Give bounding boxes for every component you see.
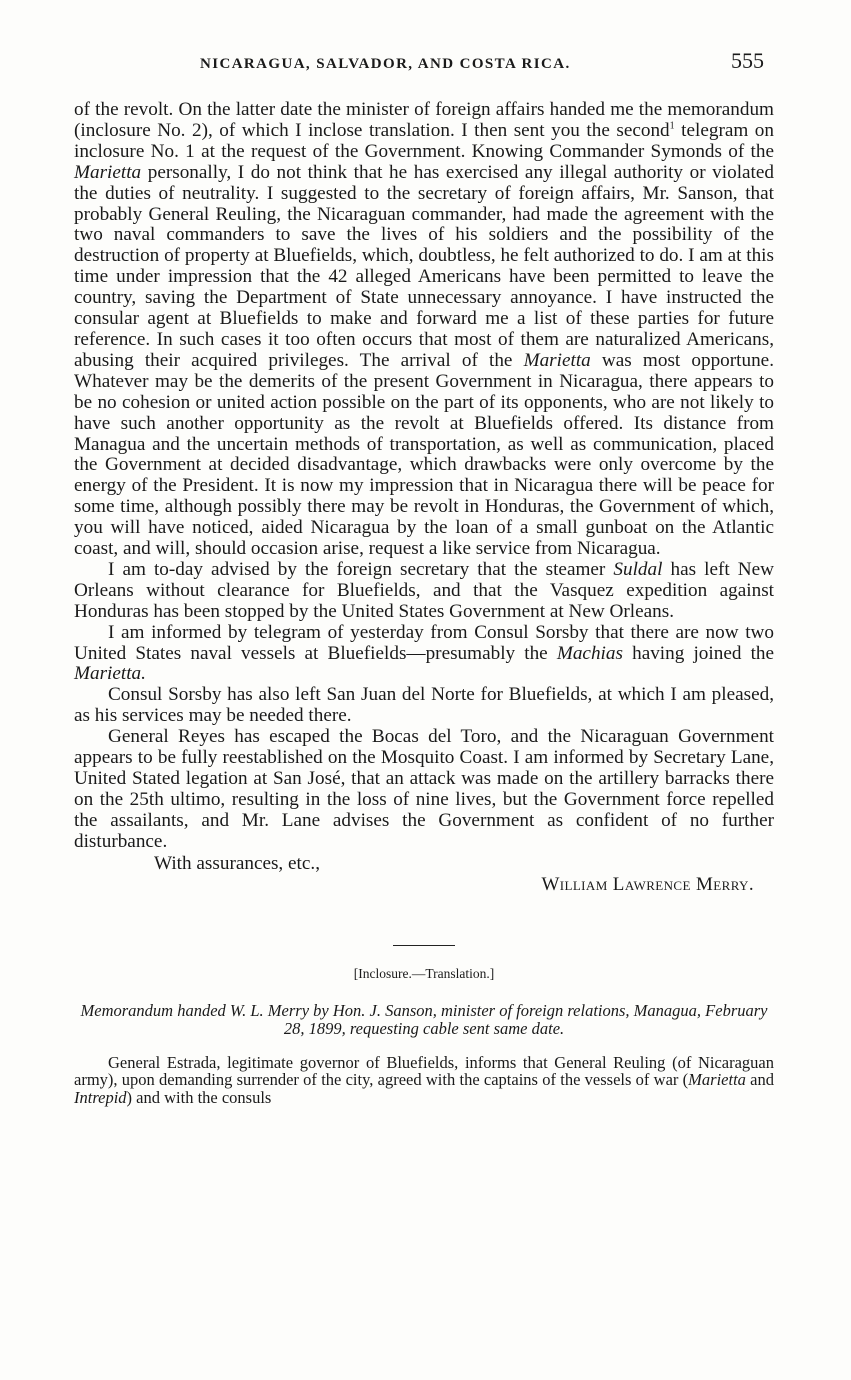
letter-body: [74, 100, 774, 853]
section-divider: [393, 945, 455, 946]
inclosure-label: [Inclosure.—Translation.]: [353, 965, 495, 981]
ship-name: Machias: [556, 642, 623, 664]
memorandum-heading: Memorandum handed W. L. Merry by Hon. J. Sanson, minister of foreign relations, Managua, February 28, 1899, requesting cable sent same date.: [80, 1000, 768, 1038]
ship-name: Marietta: [523, 349, 591, 371]
paragraph-5: General Reyes has escaped the Bocas del Toro, and the Nicaraguan Government appears to be fully reestablished on the Mosquito Coast. I am informed by Secretary Lane, United Stated legation at San José, that an attack was made on the artillery barracks there on the 25th ultimo, resulting in the loss of nine lives, but the Government force repelled the assailants, and Mr. Lane advises the Government as confident of no further disturbance.: [74, 726, 774, 852]
ship-name: Marietta: [688, 1070, 746, 1090]
ship-name: Marietta: [74, 161, 142, 183]
paragraph-2: I am to-day advised by the foreign secretary that the steamer Suldal has left New Orleans without clearance for Bluefields, and that the Vasquez expedition against Honduras has been stopped by the United States Government at New Orleans.: [74, 558, 775, 622]
memorandum-paragraph: General Estrada, legitimate governor of Bluefields, informs that General Reuling (of Nicaraguan army), upon demanding surrender of the city, agreed with the captains of the vessels of war (Marietta and Intrepid) and with the consuls: [74, 1052, 774, 1107]
ship-name: Marietta.: [74, 663, 146, 685]
page-header: [74, 48, 774, 100]
paragraph-3: I am informed by telegram of yesterday from Consul Sorsby that there are now two United States naval vessels at Bluefields—presumably the Machias having joined the Marietta.: [74, 621, 775, 685]
document-page: [74, 48, 774, 1106]
footnote-marker: 1: [669, 120, 675, 132]
closing-salutation: With assurances, etc.,: [154, 852, 320, 874]
ship-name: Intrepid: [74, 1087, 127, 1107]
signature: William Lawrence Merry.: [541, 873, 754, 895]
paragraph-1: of the revolt. On the latter date the minister of foreign affairs handed me the memorandum (inclosure No. 2), of which I inclose translation. I then sent you the second$^1$ telegram on inclosure No. 1 at the request of the Government. Knowing Commander Symonds of the Marietta personally, I do not think that he has exercised any illegal authority or violated the duties of neutrality. I suggested to the secretary of foreign affairs, Mr. Sanson, that probably General Reuling, the Nicaraguan commander, had made the agreement with the two naval commanders to save the lives of his soldiers and the possibility of the destruction of property at Bluefields, which, doubtless, he felt authorized to do. I am at this time under impression that the 42 alleged Americans have been permitted to leave the country, saving the Department of State unnecessary annoyance. I have instructed the consular agent at Bluefields to make and forward me a list of these parties for future reference. In such cases it too often occurs that most of them are naturalized Americans, abusing their acquired privileges. The arrival of the Marietta was most opportune. Whatever may be the demerits of the present Government in Nicaragua, there appears to be no cohesion or united action possible on the part of its opponents, who are not likely to have such another opportunity as the revolt at Bluefields offered. Its distance from Managua and the uncertain methods of transportation, as well as communication, placed the Government at decided disadvantage, which drawbacks were only overcome by the energy of the President. It is now my impression that in Nicaragua there will be peace for some time, although possibly there may be revolt in Honduras, the Government of which, you will have noticed, aided Nicaragua by the loan of a small gunboat on the Atlantic coast, and will, should occasion arise, request a like service from Nicaragua.: [74, 99, 774, 560]
paragraph-4: Consul Sorsby has also left San Juan del Norte for Bluefields, at which I am pleased, as his services may be needed there.: [74, 684, 774, 727]
running-title: NICARAGUA, SALVADOR, AND COSTA RICA.: [200, 56, 571, 72]
ship-name: Suldal: [613, 558, 663, 580]
memorandum-body: [74, 1054, 774, 1107]
page-number: 555: [731, 48, 764, 73]
